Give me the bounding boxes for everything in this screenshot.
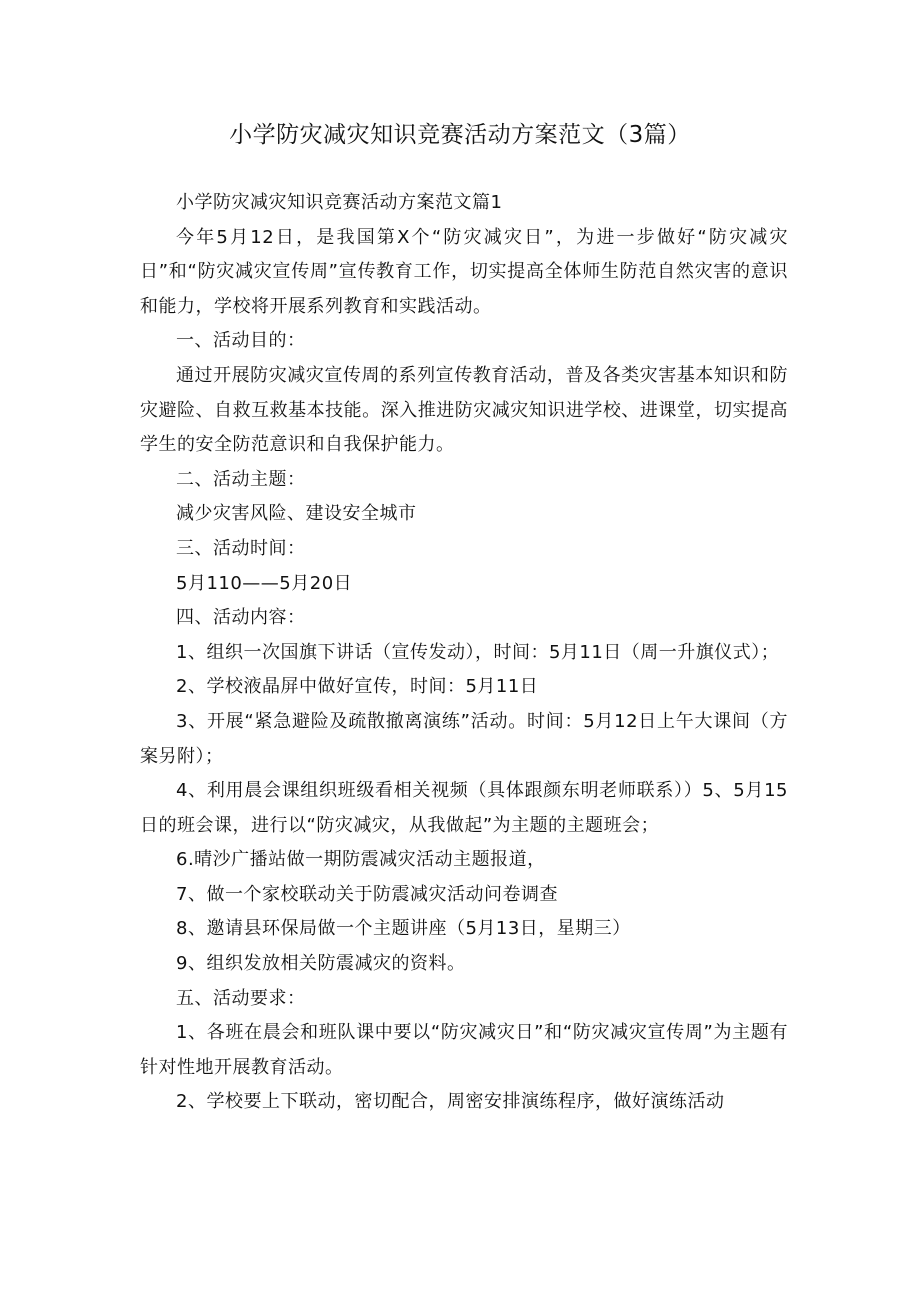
- list-item: 7、做一个家校联动关于防震减灾活动问卷调查: [176, 883, 558, 905]
- section-heading: 四、活动内容：: [176, 607, 306, 629]
- paragraph: 减少灾害风险、建设安全城市: [176, 503, 417, 525]
- list-item: 3、开展“紧急避险及疏散撤离演练”活动。时间：5月12日上午大课间（方案另附）；: [140, 710, 788, 767]
- section-heading: 一、活动目的：: [176, 330, 306, 352]
- section-heading: 二、活动主题：: [176, 468, 306, 490]
- document-title: 小学防灾减灾知识竞赛活动方案范文（3篇）: [229, 122, 691, 148]
- list-item: 1、各班在晨会和班队课中要以“防灾减灾日”和“防灾减灾宣传周”为主题有针对性地开展教育活动。: [140, 1022, 788, 1078]
- list-item: 2、学校要上下联动，密切配合，周密安排演练程序，做好演练活动: [176, 1091, 725, 1113]
- section-heading: 五、活动要求：: [176, 987, 306, 1009]
- list-item: 8、邀请县环保局做一个主题讲座（5月13日，星期三）: [176, 918, 631, 940]
- list-item: 6.晴沙广播站做一期防震减灾活动主题报道，: [176, 849, 546, 871]
- section-heading: 三、活动时间：: [176, 537, 306, 559]
- list-item: 2、学校液晶屏中做好宣传，时间：5月11日: [176, 676, 539, 698]
- document-body: [140, 186, 788, 1120]
- paragraph: 5月110——5月20日: [176, 572, 353, 594]
- list-item: 4、利用晨会课组织班级看相关视频（具体跟颜东明老师联系））5、5月15日的班会课，进行以“防灾减灾，从我做起”为主题的主题班会；: [140, 780, 788, 836]
- list-item: 9、组织发放相关防震减灾的资料。: [176, 953, 466, 975]
- paragraph: 小学防灾减灾知识竞赛活动方案范文篇1: [176, 192, 503, 213]
- paragraph: 今年5月12日，是我国第X个“防灾减灾日”，为进一步做好“防灾减灾日”和“防灾减灾宣传周”宣传教育工作，切实提高全体师生防范自然灾害的意识和能力，学校将开展系列教育和实践活动。: [140, 226, 788, 317]
- paragraph: 通过开展防灾减灾宣传周的系列宣传教育活动，普及各类灾害基本知识和防灾避险、自救互救基本技能。深入推进防灾减灾知识进学校、进课堂，切实提高学生的安全防范意识和自我保护能力。: [140, 364, 788, 456]
- list-item: 1、组织一次国旗下讲话（宣传发动），时间：5月11日（周一升旗仪式）；: [176, 641, 780, 663]
